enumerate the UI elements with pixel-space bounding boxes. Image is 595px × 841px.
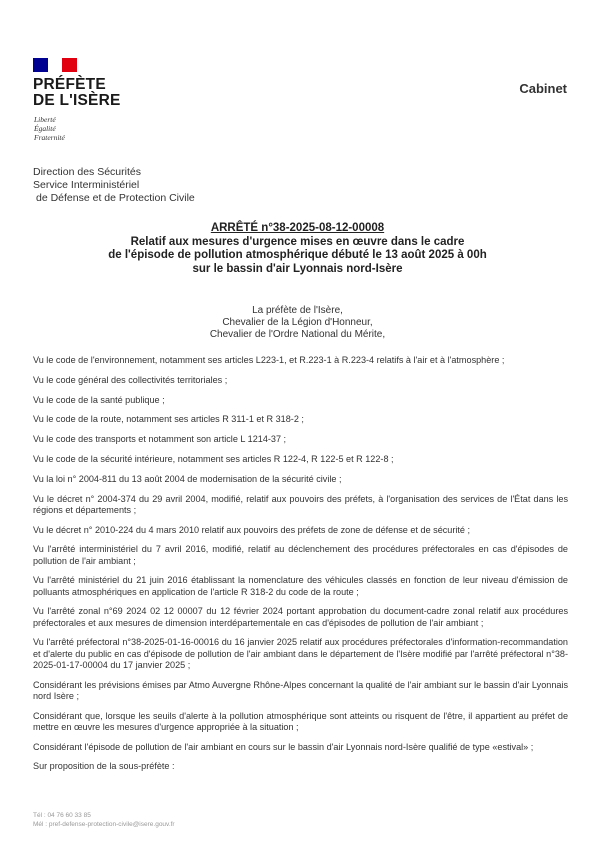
considerant-paragraph: Considérant que, lorsque les seuils d'alerte à la pollution atmosphérique sont atteints ou risquent de l'être, il appartient au préfet de mettre en œuvre les mesures d'urgence appropriée à la situation ; [33, 710, 568, 732]
arrete-number: ARRÊTÉ n°38-2025-08-12-00008 [210, 222, 385, 234]
visa-paragraph: Vu le code général des collectivités territoriales ; [33, 374, 228, 385]
direction-block: Direction des Sécurités Service Interministériel de Défense et de Protection Civile [33, 166, 195, 204]
arrete-title: ARRÊTÉ n°38-2025-08-12-00008 Relatif aux mesures d'urgence mises en œuvre dans le cadre de l'épisode de pollution atmosphérique débuté le 13 août 2025 à 00h sur le bassin d'air Lyonnais nord-Isère [0, 222, 595, 276]
contact-footer [33, 812, 175, 829]
visa-paragraph: Vu l'arrêté ministériel du 21 juin 2016 établissant la nomenclature des véhicules classés en fonction de leur niveau d'émission de polluants atmosphériques en application de l'article R 318-2 du code de la route ; [33, 575, 568, 597]
prefete-titles: La préfète de l'Isère, Chevalier de la Légion d'Honneur, Chevalier de l'Ordre National du Mérite, [209, 305, 386, 340]
visa-paragraph: Vu la loi n° 2004-811 du 13 août 2004 de modernisation de la sécurité civile ; [33, 473, 342, 484]
prefecture-name: PRÉFÈTE DE L'ISÈRE [33, 76, 121, 109]
visa-paragraph: Vu le décret n° 2010-224 du 4 mars 2010 relatif aux pouvoirs des préfets de zone de défense et de sécurité ; [33, 524, 471, 535]
visas-list [33, 355, 568, 781]
considerant-paragraph: Considérant les prévisions émises par Atmo Auvergne Rhône-Alpes concernant la qualité de l'air ambiant sur le bassin d'air Lyonnais nord Isère ; [33, 679, 568, 701]
republic-motto: Liberté Égalité Fraternité [34, 115, 65, 142]
visa-paragraph: Vu l'arrêté interministériel du 7 avril 2016, modifié, relatif au déclenchement des procédures préfectorales en cas d'épisodes de pollution de l'air ambiant ; [33, 544, 568, 566]
republic-flag-logo [33, 58, 77, 72]
visa-paragraph: Vu l'arrêté préfectoral n°38-2025-01-16-00016 du 16 janvier 2025 relatif aux procédures préfectorales d'information-recommandation et d'alerte du public en cas d'épisode de pollution de l'air ambiant dans le département de l'Isère modifié par l'arrêté préfectoral n°38-2025-01-17-00004 du 17 janvier 2025 ; [33, 637, 568, 670]
visa-paragraph: Vu le code de l'environnement, notamment ses articles L223-1, et R.223-1 à R.223-4 relatifs à l'air et à l'atmosphère ; [33, 355, 505, 365]
proposition-paragraph: Sur proposition de la sous-préfète : [33, 761, 175, 772]
email-line: Mél : pref-defense-protection-civile@isere.gouv.fr [33, 820, 175, 828]
considerant-paragraph: Considérant l'épisode de pollution de l'air ambiant en cours sur le bassin d'air Lyonnais nord-Isère qualifié de type «estival» ; [33, 741, 534, 752]
visa-paragraph: Vu le code des transports et notamment son article L 1214-37 ; [33, 434, 287, 445]
phone-line: Tél : 04 76 60 33 85 [33, 812, 91, 819]
visa-paragraph: Vu le code de la sécurité intérieure, notamment ses articles R 122-4, R 122-5 et R 122-8 ; [33, 453, 394, 464]
visa-paragraph: Vu le décret n° 2004-374 du 29 avril 2004, modifié, relatif aux pouvoirs des préfets, à l'organisation des services de l'État dans les régions et départements ; [33, 493, 568, 515]
cabinet-label: Cabinet [519, 81, 567, 96]
visa-paragraph: Vu le code de la santé publique ; [33, 394, 165, 405]
visa-paragraph: Vu le code de la route, notamment ses articles R 311-1 et R 318-2 ; [33, 414, 304, 425]
visa-paragraph: Vu l'arrêté zonal n°69 2024 02 12 00007 du 12 février 2024 portant approbation du document-cadre zonal relatif aux procédures préfectorales et aux mesures de dimension interdépartementale en cas d'épisodes de pollution de l'air ambiant ; [33, 606, 568, 628]
